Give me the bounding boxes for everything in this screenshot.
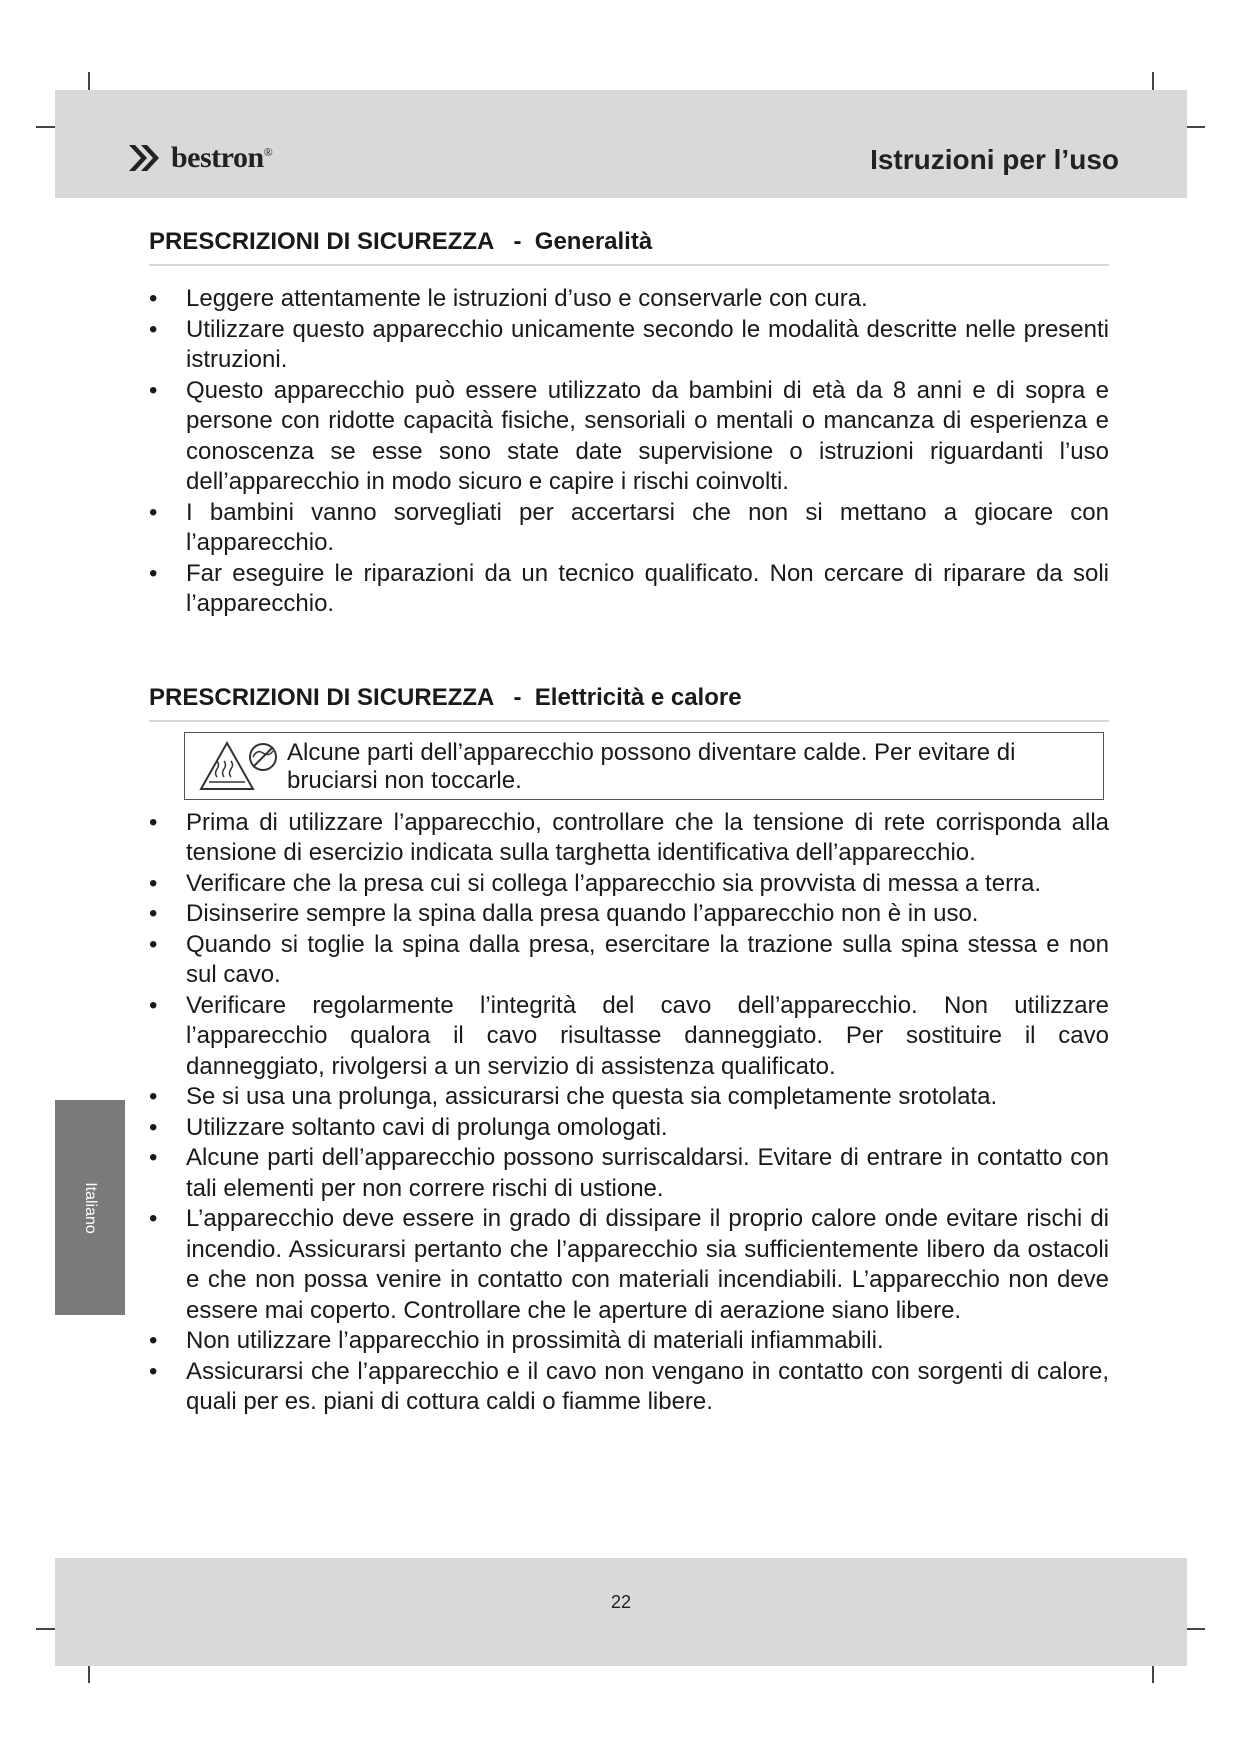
warning-box	[184, 732, 1104, 800]
list-item: • Leggere attentamente le istruzioni d’uso e conservarle con cura.	[149, 284, 1109, 315]
list-item: • Verificare regolarmente l’integrità del cavo dell’apparecchio. Non utilizzare l’apparecchio qualora il cavo risultasse danneggiato. Per sostituire il cavo danneggiato, rivolgersi a un servizio di assistenza qualificato.	[149, 991, 1109, 1080]
section-title: PRESCRIZIONI DI SICUREZZA - Elettricità e calore	[149, 684, 1109, 722]
list-item: • Prima di utilizzare l’apparecchio, controllare che la tensione di rete corrisponda alla tensione di esercizio indicata sulla targhetta identificativa dell’apparecchio.	[149, 808, 1109, 866]
bullet-icon: •	[149, 1357, 158, 1385]
bullet-icon: •	[149, 1113, 158, 1141]
bullet-list	[149, 284, 1109, 620]
section-general	[149, 228, 1109, 620]
language-tab	[55, 1100, 125, 1315]
bullet-icon: •	[149, 1083, 158, 1110]
list-item: • Disinserire sempre la spina dalla presa quando l’apparecchio non è in uso.	[149, 899, 1109, 930]
bullet-icon: •	[149, 869, 158, 897]
section-electric	[149, 684, 1109, 1418]
bullet-icon: •	[149, 900, 158, 927]
list-item: • Verificare che la presa cui si collega l’apparecchio sia provvista di messa a terra.	[149, 869, 1109, 900]
bullet-icon: •	[149, 315, 158, 343]
list-item: • L’apparecchio deve essere in grado di dissipare il proprio calore onde evitare rischi di incendio. Assicurarsi pertanto che l’apparecchio sia sufficientemente libero da ostacoli e che non possa venire in contatto con materiali incendiabili. L’apparecchio non deve essere mai coperto. Controllare che le aperture di aerazione siano libere.	[149, 1205, 1109, 1324]
list-item: • Quando si toglie la spina dalla presa, esercitare la trazione sulla spina stessa e non sul cavo.	[149, 930, 1109, 988]
page-title: Istruzioni per l’uso	[870, 144, 1119, 175]
bullet-icon: •	[149, 930, 158, 958]
list-item: • Utilizzare soltanto cavi di prolunga omologati.	[149, 1113, 1109, 1144]
logo-chevron-icon	[127, 141, 167, 175]
bullet-icon: •	[149, 991, 158, 1019]
list-item: • Se si usa una prolunga, assicurarsi che questa sia completamente srotolata.	[149, 1082, 1109, 1113]
page-number: 22	[610, 1592, 632, 1612]
bullet-icon: •	[149, 376, 158, 404]
list-item: • Non utilizzare l’apparecchio in prossimità di materiali infiammabili.	[149, 1326, 1109, 1357]
bullet-icon: •	[149, 1205, 158, 1232]
bullet-icon: •	[149, 559, 158, 587]
bullet-icon: •	[149, 1144, 158, 1171]
section-title: PRESCRIZIONI DI SICUREZZA - Generalità	[149, 228, 1109, 266]
brand-logo	[127, 138, 272, 178]
language-label: Italiano	[82, 1181, 99, 1234]
main-content	[149, 228, 1109, 1418]
list-item: • I bambini vanno sorvegliati per accertarsi che non si mettano a giocare con l’apparecchio.	[149, 498, 1109, 556]
list-item: • Alcune parti dell’apparecchio possono surriscaldarsi. Evitare di entrare in contatto con tali elementi per non correre rischi di ustione.	[149, 1144, 1109, 1202]
list-item: • Questo apparecchio può essere utilizzato da bambini di età da 8 anni e di sopra e persone con ridotte capacità fisiche, sensoriali o mentali o mancanza di esperienza e conoscenza se esse sono state date supervisione o istruzioni riguardanti l’uso dell’apparecchio in modo sicuro e capire i rischi coinvolti.	[149, 376, 1109, 495]
list-item: • Assicurarsi che l’apparecchio e il cavo non vengano in contatto con sorgenti di calore, quali per es. piani di cottura caldi o fiamme libere.	[149, 1357, 1109, 1415]
bullet-list	[149, 808, 1109, 1418]
bullet-icon: •	[149, 285, 158, 312]
bullet-icon: •	[149, 498, 158, 526]
list-item: • Far eseguire le riparazioni da un tecnico qualificato. Non cercare di riparare da soli l’apparecchio.	[149, 559, 1109, 617]
bullet-icon: •	[149, 1327, 158, 1354]
brand-name: bestron®	[171, 141, 273, 174]
page-header	[55, 90, 1187, 198]
page-footer	[55, 1558, 1187, 1666]
list-item: • Utilizzare questo apparecchio unicamente secondo le modalità descritte nelle presenti istruzioni.	[149, 315, 1109, 373]
warning-text: Alcune parti dell’apparecchio possono diventare calde. Per evitare di bruciarsi non toccarle.	[287, 738, 1016, 794]
bullet-icon: •	[149, 808, 158, 836]
hot-surface-warning-icon	[195, 739, 295, 793]
